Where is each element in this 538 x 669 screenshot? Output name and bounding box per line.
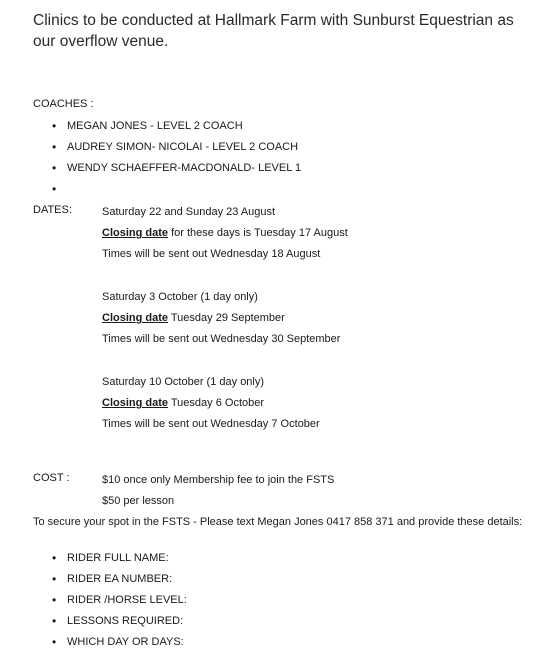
date-text: Saturday 22 and Sunday 23 August bbox=[102, 206, 276, 218]
closing-date-text: for these days is Tuesday 17 August bbox=[168, 227, 348, 239]
list-item: • RIDER FULL NAME: bbox=[52, 550, 187, 571]
date-text: Saturday 3 October (1 day only) bbox=[102, 291, 258, 303]
closing-line bbox=[102, 225, 348, 246]
coaches-label: COACHES : bbox=[33, 98, 94, 110]
date-block bbox=[102, 374, 320, 437]
times-text: Times will be sent out Wednesday 30 September bbox=[102, 333, 341, 345]
list-item: • LESSONS REQUIRED: bbox=[52, 613, 187, 634]
list-item bbox=[52, 181, 301, 202]
closing-date-label: Closing date bbox=[102, 312, 169, 324]
list-item: • RIDER EA NUMBER: bbox=[52, 571, 187, 592]
list-item: • RIDER /HORSE LEVEL: bbox=[52, 592, 187, 613]
closing-date-text: Tuesday 29 September bbox=[168, 312, 285, 324]
closing-date-label: Closing date bbox=[102, 397, 169, 409]
closing-date-label: Closing date bbox=[102, 227, 169, 239]
dates-label: DATES: bbox=[33, 204, 72, 216]
closing-line bbox=[102, 395, 320, 416]
date-block bbox=[102, 204, 348, 267]
times-text: Times will be sent out Wednesday 7 October bbox=[102, 418, 320, 430]
coach-list bbox=[52, 118, 301, 202]
times-text: Times will be sent out Wednesday 18 August bbox=[102, 248, 321, 260]
list-item: • MEGAN JONES - LEVEL 2 COACH bbox=[52, 118, 301, 139]
closing-line bbox=[102, 310, 340, 331]
list-item: • WENDY SCHAEFFER-MACDONALD- LEVEL 1 bbox=[52, 160, 301, 181]
cost-lines bbox=[102, 472, 334, 514]
closing-date-text: Tuesday 6 October bbox=[168, 397, 265, 409]
list-item: • WHICH DAY OR DAYS: bbox=[52, 634, 187, 655]
date-block bbox=[102, 289, 340, 352]
date-text: Saturday 10 October (1 day only) bbox=[102, 376, 265, 388]
details-list bbox=[52, 550, 187, 655]
cost-label: COST : bbox=[33, 472, 70, 484]
cost-line: $50 per lesson bbox=[102, 495, 175, 507]
list-item: • AUDREY SIMON- NICOLAI - LEVEL 2 COACH bbox=[52, 139, 301, 160]
intro-text: Clinics to be conducted at Hallmark Farm with Sunburst Equestrian as our overflow venue. bbox=[33, 12, 514, 50]
cost-line: $10 once only Membership fee to join the FSTS bbox=[102, 474, 335, 486]
secure-instructions: To secure your spot in the FSTS - Please text Megan Jones 0417 858 371 and provide these details: bbox=[33, 516, 523, 528]
